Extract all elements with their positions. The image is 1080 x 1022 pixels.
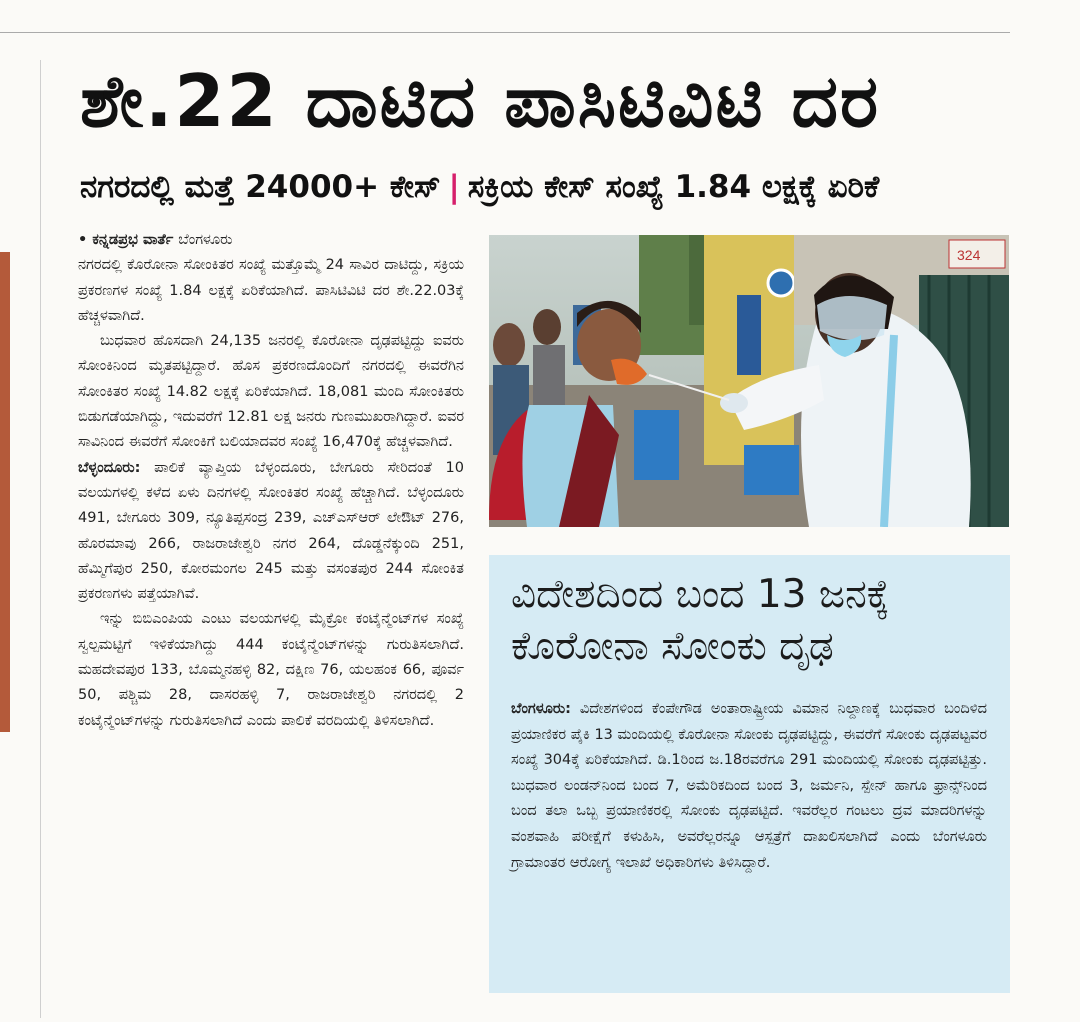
top-cropped-strip: [0, 0, 1080, 8]
sidebar-body-text: ವಿದೇಶಗಳಿಂದ ಕೆಂಪೇಗೌಡ ಅಂತಾರಾಷ್ಟ್ರೀಯ ವಿಮಾನ ನಿಲ್ದಾಣಕ್ಕೆ ಬುಧವಾರ ಬಂದಿಳಿದ ಪ್ರಯಾಣಿಕರ ಪೈಕಿ 13 ಮಂದಿಯಲ್ಲಿ ಕೊರೋನಾ ಸೋಂಕು ದೃಢಪಟ್ಟಿದ್ದು, ಈವರೆಗೆ ಸೋಂಕು ದೃಢಪಟ್ಟವರ ಸಂಖ್ಯೆ 304ಕ್ಕೆ ಏರಿಕೆಯಾಗಿದೆ. ಡಿ.1ರಿಂದ ಜ.18ರವರೆಗೂ 291 ಮಂದಿಯಲ್ಲಿ ಸೋಂಕು ದೃಢಪಟ್ಟಿತ್ತು. ಬುಧವಾರ ಲಂಡನ್‌ನಿಂದ ಬಂದ 7, ಅಮೆರಿಕದಿಂದ ಬಂದ 3, ಜರ್ಮನಿ, ಸ್ಪೇನ್ ಹಾಗೂ ಫ್ರಾನ್ಸ್‌ನಿಂದ ಬಂದ ತಲಾ ಒಬ್ಬ ಪ್ರಯಾಣಿಕರಲ್ಲಿ ಸೋಂಕು ದೃಢಪಟ್ಟಿದೆ. ಇವರೆಲ್ಲರ ಗಂಟಲು ದ್ರವ ಮಾದರಿಗಳನ್ನು ವಂಶವಾಹಿ ಪರೀಕ್ಷೆಗೆ ಕಳುಹಿಸಿ, ಅವರೆಲ್ಲರನ್ನೂ ಆಸ್ಪತ್ರೆಗೆ ದಾಖಲಿಸಲಾಗಿದೆ ಎಂದು ಬೆಂಗಳೂರು ಗ್ರಾಮಾಂತರ ಆರೋಗ್ಯ ಇಲಾಖೆ ಅಧಿಕಾರಿಗಳು ತಿಳಿಸಿದ್ದಾರೆ.: [511, 701, 987, 871]
covid-test-photo: [489, 235, 1009, 527]
subheadline: [80, 165, 1020, 209]
subhead-left: ನಗರದಲ್ಲಿ ಮತ್ತೆ 24000+ ಕೇಸ್: [80, 169, 441, 205]
headline: ಶೇ.22 ದಾಟಿದ ಪಾಸಿಟಿವಿಟಿ ದರ: [80, 59, 881, 143]
paragraph-3-lead: ಬೆಳ್ಳಂದೂರು:: [78, 459, 141, 476]
bullet: •: [78, 232, 88, 248]
sidebar-body: [511, 697, 987, 876]
sidebar-box: [489, 555, 1010, 993]
paragraph-2: ಬುಧವಾರ ಹೊಸದಾಗಿ 24,135 ಜನರಲ್ಲಿ ಕೊರೋನಾ ದೃಢಪಟ್ಟಿದ್ದು ಐವರು ಸೋಂಕಿನಿಂದ ಮೃತಪಟ್ಟಿದ್ದಾರೆ. ಹೊಸ ಪ್ರಕರಣದೊಂದಿಗೆ ನಗರದಲ್ಲಿ ಈವರೆಗಿನ ಸೋಂಕಿತರ ಸಂಖ್ಯೆ 14.82 ಲಕ್ಷಕ್ಕೆ ಏರಿಕೆಯಾಗಿದೆ. 18,081 ಮಂದಿ ಸೋಂಕಿತರು ಬಿಡುಗಡೆಯಾಗಿದ್ದು, ಇದುವರೆಗೆ 12.81 ಲಕ್ಷ ಜನರು ಗುಣಮುಖರಾಗಿದ್ದಾರೆ. ಐವರ ಸಾವಿನಿಂದ ಈವರೆಗೆ ಸೋಂಕಿಗೆ ಬಲಿಯಾದವರ ಸಂಖ್ಯೆ 16,470ಕ್ಕೆ ಹೆಚ್ಚಳವಾಗಿದೆ.: [78, 333, 464, 451]
left-cropped-photo: [0, 252, 10, 732]
dateline-city: ಬೆಂಗಳೂರು: [178, 232, 233, 248]
paragraph-4: ಇನ್ನು ಬಿಬಿಎಂಪಿಯ ಎಂಟು ವಲಯಗಳಲ್ಲಿ ಮೈಕ್ರೋ ಕಂಟೈನ್ಮೆಂಟ್‌ಗಳ ಸಂಖ್ಯೆ ಸ್ವಲ್ಪಮಟ್ಟಿಗೆ ಇಳಿಕೆಯಾಗಿದ್ದು 444 ಕಂಟೈನ್ಮೆಂಟ್‌ಗಳನ್ನು ಗುರುತಿಸಲಾಗಿದೆ. ಮಹದೇವಪುರ 133, ಬೊಮ್ಮನಹಳ್ಳಿ 82, ದಕ್ಷಿಣ 76, ಯಲಹಂಕ 66, ಪೂರ್ವ 50, ಪಶ್ಚಿಮ 28, ದಾಸರಹಳ್ಳಿ 7, ರಾಜರಾಜೇಶ್ವರಿ ನಗರದಲ್ಲಿ 2 ಕಂಟೈನ್ಮೆಂಟ್‌ಗಳನ್ನು ಗುರುತಿಸಲಾಗಿದೆ ಎಂದು ಪಾಲಿಕೆ ವರದಿಯಲ್ಲಿ ತಿಳಿಸಲಾಗಿದೆ.: [78, 611, 464, 729]
paragraph-1: ನಗರದಲ್ಲಿ ಕೊರೋನಾ ಸೋಂಕಿತರ ಸಂಖ್ಯೆ ಮತ್ತೊಮ್ಮೆ 24 ಸಾವಿರ ದಾಟಿದ್ದು, ಸಕ್ರಿಯ ಪ್ರಕರಣಗಳ ಸಂಖ್ಯೆ 1.84 ಲಕ್ಷಕ್ಕೆ ಏರಿಕೆಯಾಗಿದೆ. ಪಾಸಿಟಿವಿಟಿ ದರ ಶೇ.22.03ಕ್ಕೆ ಹೆಚ್ಚಳವಾಗಿದೆ.: [78, 257, 464, 324]
left-cropped-column: [0, 40, 14, 1022]
sidebar-heading-line-2: ಕೊರೋನಾ ಸೋಂಕು ದೃಢ: [511, 624, 834, 669]
top-rule: [0, 32, 1010, 33]
subhead-right: ಸಕ್ರಿಯ ಕೇಸ್ ಸಂಖ್ಯೆ 1.84 ಲಕ್ಷಕ್ಕೆ ಏರಿಕೆ: [467, 169, 880, 205]
dateline: [78, 228, 464, 253]
paragraph-3: [78, 456, 464, 608]
paragraph-3-text: ಪಾಲಿಕೆ ವ್ಯಾಪ್ತಿಯ ಬೆಳ್ಳಂದೂರು, ಬೇಗೂರು ಸೇರಿದಂತೆ 10 ವಲಯಗಳಲ್ಲಿ ಕಳೆದ ಏಳು ದಿನಗಳಲ್ಲಿ ಸೋಂಕಿತರ ಸಂಖ್ಯೆ ಹೆಚ್ಚಾಗಿದೆ. ಬೆಳ್ಳಂದೂರು 491, ಬೇಗೂರು 309, ನ್ಯೂತಿಪ್ಪಸಂದ್ರ 239, ಎಚ್‌ಎಸ್ಆರ್ ಲೇಔಟ್ 276, ಹೊರಮಾವು 266, ರಾಜರಾಜೇಶ್ವರಿ ನಗರ 264, ದೊಡ್ಡನೆಕ್ಕುಂದಿ 251, ಹೆಮ್ಮಿಗೆಪುರ 250, ಕೋರಮಂಗಲ 245 ಮತ್ತು ವಸಂತಪುರ 244 ಸೋಂಕಿತ ಪ್ರಕರಣಗಳು ಪತ್ತೆಯಾಗಿವೆ.: [78, 459, 464, 603]
article-body: [78, 228, 464, 734]
source: ಕನ್ನಡಪ್ರಭ ವಾರ್ತೆ: [92, 232, 174, 248]
news-photo: [489, 235, 1009, 527]
photo-board-text: 324: [957, 247, 981, 263]
sidebar-heading: [511, 569, 991, 673]
sidebar-lead: ಬೆಂಗಳೂರು:: [511, 701, 571, 717]
column-rule: [40, 60, 41, 1018]
subhead-separator: |: [448, 169, 460, 205]
sidebar-heading-line-1: ವಿದೇಶದಿಂದ ಬಂದ 13 ಜನಕ್ಕೆ: [511, 572, 890, 617]
